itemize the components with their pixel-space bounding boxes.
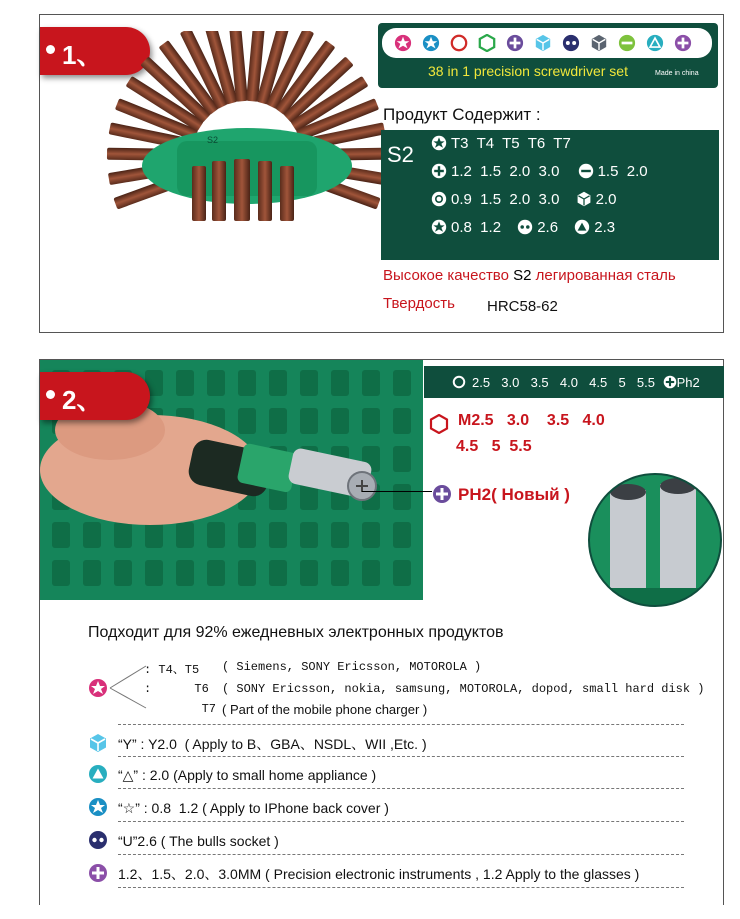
made-in-label: Made in china (655, 70, 699, 77)
socket-closeup-image (588, 470, 722, 610)
compat-text: “☆” : 0.8 1.2 ( Apply to IPhone back cover ) (118, 800, 389, 816)
cross-icon (432, 484, 452, 504)
ph2-new-label: PH2( Новый ) (458, 485, 570, 504)
icon-strip (382, 28, 712, 58)
torx-t7-code: T7 (144, 702, 217, 716)
torx-icon (431, 135, 447, 151)
hardness-value: HRC58-62 (487, 298, 558, 315)
hex-metric-sizes-2: 4.5 5 5.5 (456, 438, 532, 455)
y-icon (534, 34, 552, 52)
ph2-label: Ph2 (676, 375, 700, 390)
hex-metric-sizes-1: M2.5 3.0 3.5 4.0 (458, 412, 605, 429)
compat-text: “U”2.6 ( The bulls socket ) (118, 833, 279, 849)
hex-size-values: 2.5 3.0 3.5 4.0 4.5 5 5.5 (472, 375, 656, 390)
pointer-line (362, 491, 432, 492)
compat-row-y (88, 733, 427, 754)
spec-values: 2.6 (537, 219, 559, 236)
u-icon (88, 830, 108, 850)
quality-prefix: Высокое качество (383, 267, 514, 284)
hex-icon (431, 191, 447, 207)
torx-t6-code: : T6 (144, 682, 209, 696)
spec-table (381, 130, 719, 260)
spec-values: 1.2 1.5 2.0 3.0 (451, 163, 560, 180)
star-icon (422, 34, 440, 52)
row-divider (118, 821, 684, 822)
hex-sizes (472, 375, 700, 390)
spec-row-star (431, 219, 615, 236)
torx-t4-t5-code: : T4、T5 (144, 663, 200, 677)
spec-values: T3 T4 T5 T6 T7 (451, 135, 571, 152)
hex-icon (429, 414, 449, 434)
badge-dot (46, 45, 55, 54)
badge-dot (46, 390, 55, 399)
compatibility-heading: Подходит для 92% ежедневных электронных продуктов (88, 624, 504, 641)
spec-values: 0.8 1.2 (451, 219, 502, 236)
product-contents-heading: Продукт Содержит : (383, 105, 541, 124)
section-badge-2 (40, 372, 150, 420)
compat-text: 1.2、1.5、2.0、3.0MM ( Precision electronic instruments , 1.2 Apply to the glasses ) (118, 866, 640, 882)
hex-icon (478, 34, 496, 52)
row-divider (118, 724, 684, 725)
tri-wing-icon (590, 34, 608, 52)
compat-text: “Y” : Y2.0 ( Apply to B、GBA、NSDL、WII ,Etc. ) (118, 736, 427, 752)
compat-row-star (88, 797, 389, 817)
cross-icon (506, 34, 524, 52)
triangle-icon (646, 34, 664, 52)
s2-label: S2 (387, 142, 414, 167)
compat-row-plus (88, 863, 639, 884)
torx-icon (394, 34, 412, 52)
hex-size-bar (424, 366, 724, 398)
set-caption: 38 in 1 precision screwdriver set (428, 63, 628, 79)
spec-values: 1.5 2.0 (597, 163, 648, 180)
row-divider (118, 854, 684, 855)
cross-icon (663, 375, 677, 389)
spec-values: 0.9 1.5 2.0 3.0 (451, 191, 560, 208)
star-icon (88, 797, 108, 817)
screwdriver-bits-fan-image (82, 31, 412, 331)
triangle-icon (88, 764, 108, 784)
compat-row-u (88, 830, 279, 850)
spec-row-cross (431, 163, 648, 180)
y-icon (88, 733, 108, 753)
u-icon (517, 219, 533, 235)
row-divider (118, 788, 684, 789)
row-divider (118, 887, 684, 888)
badge-number: 1、 (62, 40, 103, 70)
hex-outline-icon (450, 34, 468, 52)
product-panel-2 (39, 359, 724, 905)
minus-icon (618, 34, 636, 52)
minus-icon (578, 163, 594, 179)
badge-number: 2、 (62, 385, 103, 415)
icon-legend-bar (378, 23, 718, 88)
product-panel-1 (39, 14, 724, 333)
torx-t4-t5-desc: ( Siemens, SONY Ericsson, MOTOROLA ) (222, 660, 482, 674)
hardness-label: Твердость (383, 295, 455, 312)
star-icon (431, 219, 447, 235)
plus-icon (674, 34, 692, 52)
compat-row-triangle (88, 764, 376, 784)
quality-suffix: легированная сталь (531, 267, 676, 284)
spec-values: 2.0 (595, 191, 617, 208)
svg-text:S2: S2 (207, 135, 219, 145)
bracket-lines (108, 662, 148, 712)
triangle-icon (574, 219, 590, 235)
u-icon (562, 34, 580, 52)
row-divider (118, 756, 684, 757)
compat-text: “△” : 2.0 (Apply to small home appliance ) (118, 767, 377, 783)
quality-line (383, 267, 676, 284)
hex-outline-icon (452, 375, 466, 389)
y-icon (576, 191, 592, 207)
quality-s2: S2 (513, 267, 532, 284)
spec-row-hex (431, 191, 616, 208)
torx-icon (88, 678, 108, 698)
cross-icon (431, 163, 447, 179)
spec-values: 2.3 (594, 219, 616, 236)
plus-icon (88, 863, 108, 883)
torx-t6-desc: ( SONY Ericsson, nokia, samsung, MOTOROLA, dopod, small hard disk ) (222, 682, 705, 696)
spec-row-torx (431, 135, 571, 152)
torx-t7-desc: ( Part of the mobile phone charger ) (222, 702, 428, 717)
